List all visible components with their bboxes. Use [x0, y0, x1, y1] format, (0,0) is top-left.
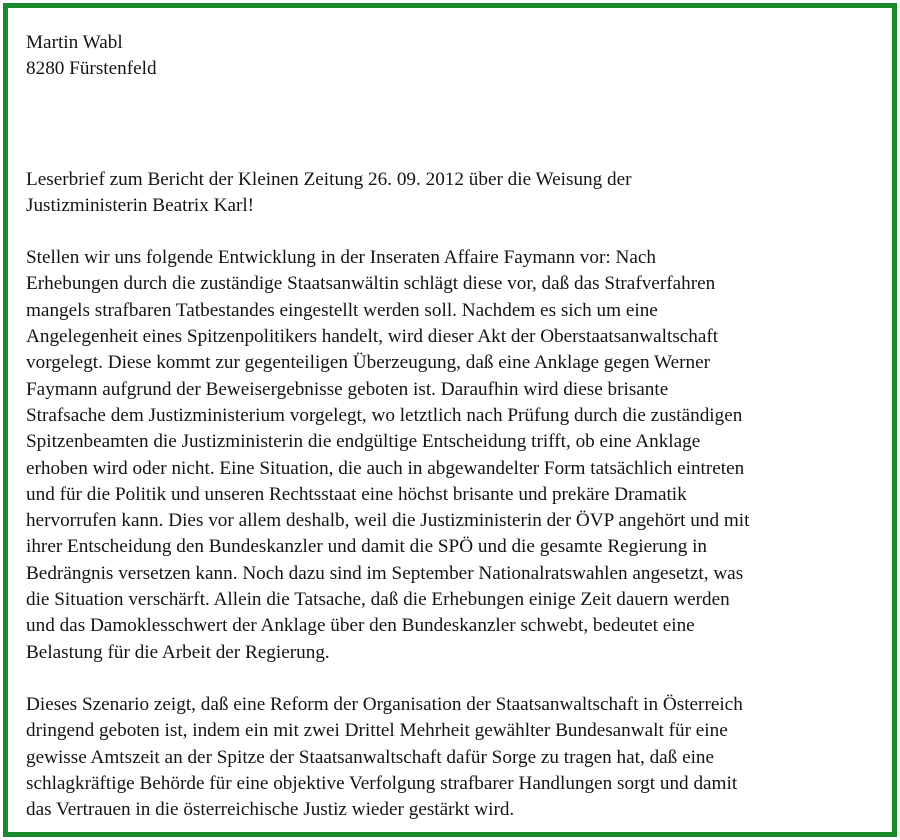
paragraph-line: erhoben wird oder nicht. Eine Situation, die auch in abgewandelter Form tatsächlich eintreten	[26, 457, 745, 479]
subject-line: Justizministerin Beatrix Karl!	[26, 194, 255, 216]
paragraph-line: Bedrängnis versetzen kann. Noch dazu sind im September Nationalratswahlen angesetzt, was	[26, 562, 744, 584]
paragraph-line: Stellen wir uns folgende Entwicklung in der Inseraten Affaire Faymann vor: Nach	[26, 247, 656, 269]
sender-block	[26, 30, 876, 83]
letter-subject	[26, 167, 876, 220]
paragraph-2	[26, 692, 876, 823]
paragraph-line: schlagkräftige Behörde für eine objektive Verfolgung strafbarer Handlungen sorgt und damit	[26, 772, 738, 794]
paragraph-line: mangels strafbaren Tatbestandes eingestellt werden soll. Nachdem es sich um eine	[26, 299, 658, 321]
letter-document	[26, 30, 876, 823]
paragraph-line: Erhebungen durch die zuständige Staatsanwältin schlägt diese vor, daß das Strafverfahren	[26, 273, 716, 295]
paragraph-line: gewisse Amtszeit an der Spitze der Staatsanwaltschaft dafür Sorge zu tragen hat, daß eine	[26, 746, 715, 768]
paragraph-line: Faymann aufgrund der Beweisergebnisse geboten ist. Daraufhin wird diese brisante	[26, 378, 669, 400]
paragraph-line: dringend geboten ist, indem ein mit zwei Drittel Mehrheit gewählter Bundesanwalt für eine	[26, 720, 728, 742]
paragraph-line: Dieses Szenario zeigt, daß eine Reform der Organisation der Staatsanwaltschaft in Österreich	[26, 693, 743, 715]
paragraph-line: Angelegenheit eines Spitzenpolitikers handelt, wird dieser Akt der Oberstaatsanwaltschaft	[26, 326, 719, 348]
paragraph-line: das Vertrauen in die österreichische Justiz wieder gestärkt wird.	[26, 799, 515, 821]
paragraph-line: die Situation verschärft. Allein die Tatsache, daß die Erhebungen einige Zeit dauern werden	[26, 589, 730, 611]
paragraph-1	[26, 245, 876, 666]
paragraph-line: und das Damoklesschwert der Anklage über den Bundeskanzler schwebt, bedeutet eine	[26, 615, 695, 637]
paragraph-line: Spitzenbeamten die Justizministerin die endgültige Entscheidung trifft, ob eine Anklage	[26, 431, 701, 453]
paragraph-line: vorgelegt. Diese kommt zur gegenteiligen Überzeugung, daß eine Anklage gegen Werner	[26, 352, 710, 374]
sender-name: Martin Wabl	[26, 32, 123, 53]
subject-line: Leserbrief zum Bericht der Kleinen Zeitung 26. 09. 2012 über die Weisung der	[26, 168, 632, 190]
paragraph-line: Strafsache dem Justizministerium vorgelegt, wo letztlich nach Prüfung durch die zuständigen	[26, 404, 743, 426]
paragraph-line: ihrer Entscheidung den Bundeskanzler und damit die SPÖ und die gesamte Regierung in	[26, 536, 708, 558]
paragraph-line: Belastung für die Arbeit der Regierung.	[26, 641, 330, 663]
paragraph-line: hervorrufen kann. Dies vor allem deshalb, weil die Justizministerin der ÖVP angehört und mit	[26, 510, 750, 532]
paragraph-line: und für die Politik und unseren Rechtsstaat eine höchst brisante und prekäre Dramatik	[26, 483, 687, 505]
sender-city: 8280 Fürstenfeld	[26, 58, 157, 80]
